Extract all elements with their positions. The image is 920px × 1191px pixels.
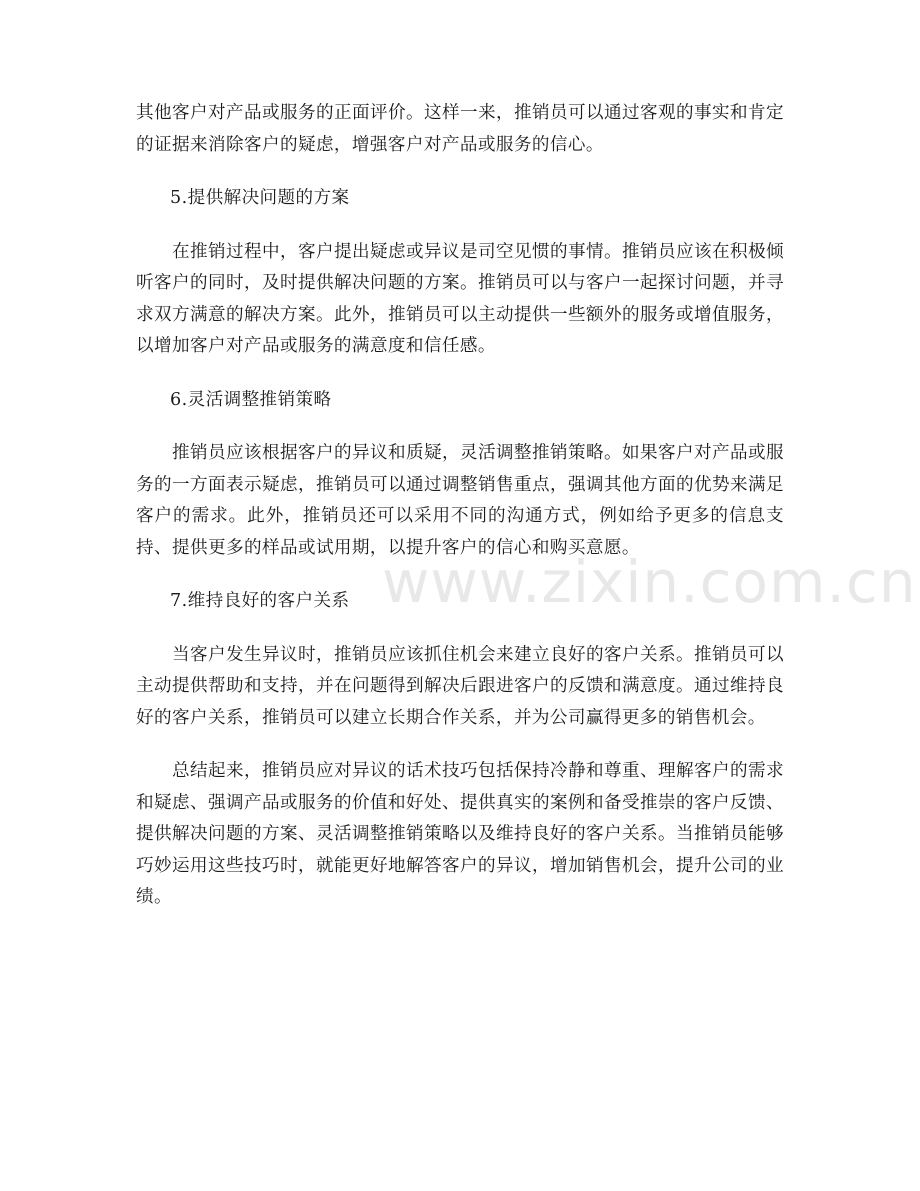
section-heading-6: 6.灵活调整推销策略 bbox=[170, 389, 332, 410]
watermark-text: www.zixin.com.cn bbox=[382, 548, 917, 616]
paragraph-section-5: 在推销过程中，客户提出疑虑或异议是司空见惯的事情。推销员应该在积极倾听客户的同时，及时提供解决问题的方案。推销员可以与客户一起探讨问题，并寻求双方满意的解决方案。此外，推销员可以主动提供一些额外的服务或增值服务，以增加客户对产品或服务的满意度和信任感。 bbox=[136, 241, 784, 356]
paragraph-section-7: 当客户发生异议时，推销员应该抓住机会来建立良好的客户关系。推销员可以主动提供帮助和支持，并在问题得到解决后跟进客户的反馈和满意度。通过维持良好的客户关系，推销员可以建立长期合作关系，并为公司赢得更多的销售机会。 bbox=[136, 644, 784, 728]
paragraph-summary: 总结起来，推销员应对异议的话术技巧包括保持冷静和尊重、理解客户的需求和疑虑、强调产品或服务的价值和好处、提供真实的案例和备受推崇的客户反馈、提供解决问题的方案、灵活调整推销策略以及维持良好的客户关系。当推销员能够巧妙运用这些技巧时，就能更好地解答客户的异议，增加销售机会，提升公司的业绩。 bbox=[136, 761, 784, 907]
section-heading-5: 5.提供解决问题的方案 bbox=[170, 188, 350, 208]
paragraph-continuation: 其他客户对产品或服务的正面评价。这样一来，推销员可以通过客观的事实和肯定的证据来消除客户的疑虑，增强客户对产品或服务的信心。 bbox=[136, 103, 784, 155]
document-body bbox=[136, 98, 784, 914]
paragraph-section-6: 推销员应该根据客户的异议和质疑，灵活调整推销策略。如果客户对产品或服务的一方面表示疑虑，推销员可以通过调整销售重点，强调其他方面的优势来满足客户的需求。此外，推销员还可以采用不同的沟通方式，例如给予更多的信息支持、提供更多的样品或试用期，以提升客户的信心和购买意愿。 bbox=[136, 443, 784, 558]
section-heading-7: 7.维持良好的客户关系 bbox=[170, 591, 350, 611]
